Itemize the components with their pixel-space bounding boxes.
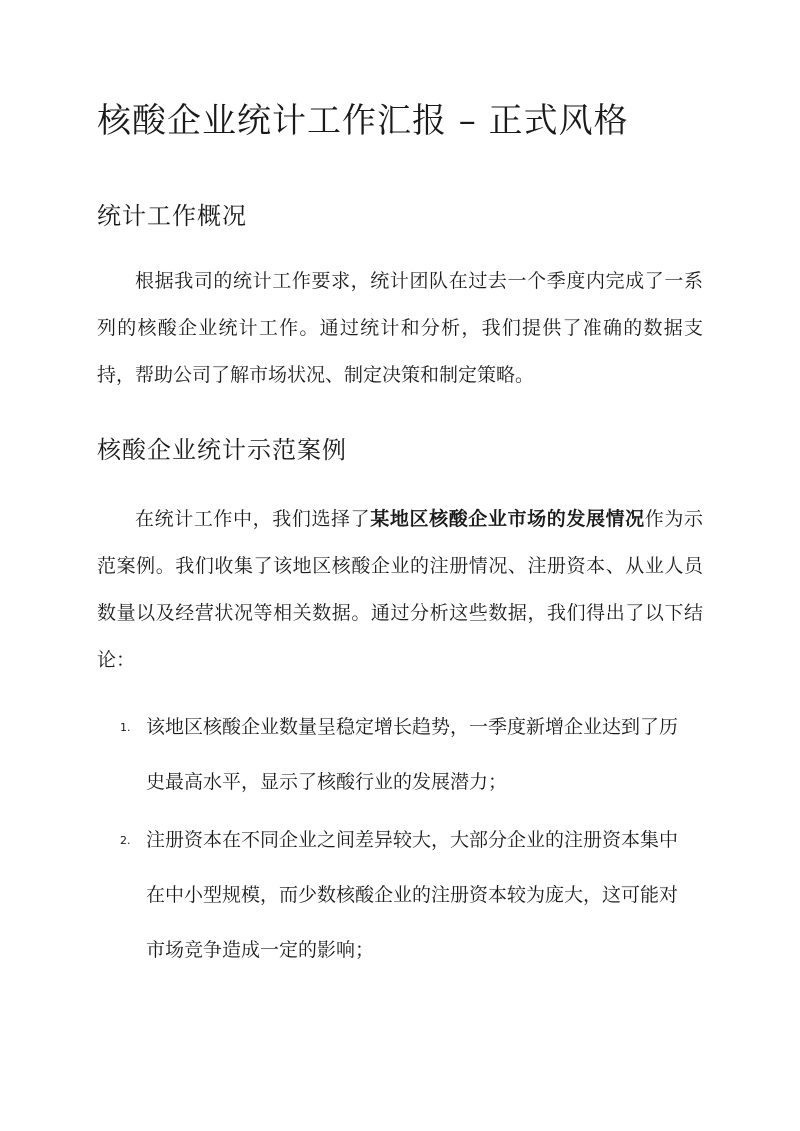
section-paragraph-overview: 根据我司的统计工作要求，统计团队在过去一个季度内完成了一系列的核酸企业统计工作。通过统计和分析，我们提供了准确的数据支持，帮助公司了解市场状况、制定决策和制定策略。 — [97, 270, 703, 386]
list-item-text: 该地区核酸企业数量呈稳定增长趋势，一季度新增企业达到了历史最高水平，显示了核酸行业的发展潜力； — [146, 716, 679, 793]
list-item — [120, 813, 696, 978]
section-heading-overview: 统计工作概况 — [97, 202, 247, 230]
case-text-before: 在统计工作中，我们选择了 — [135, 508, 371, 530]
list-item-text: 注册资本在不同企业之间差异较大，大部分企业的注册资本集中在中小型规模，而少数核酸企业的注册资本较为庞大，这可能对市场竞争造成一定的影响； — [146, 829, 679, 961]
case-highlight: 某地区核酸企业市场的发展情况 — [370, 508, 645, 530]
section-heading-case: 核酸企业统计示范案例 — [97, 436, 347, 464]
document-title: 核酸企业统计工作汇报 – 正式风格 — [97, 101, 629, 141]
list-item-number: 1. — [120, 721, 131, 734]
section-paragraph-case — [97, 496, 703, 684]
list-item-number: 2. — [120, 834, 131, 847]
case-text-after: 作为示范案例。我们收集了该地区核酸企业的注册情况、注册资本、从业人员数量以及经营状况等相关数据。通过分析这些数据，我们得出了以下结论： — [97, 508, 703, 671]
list-item — [120, 700, 696, 810]
